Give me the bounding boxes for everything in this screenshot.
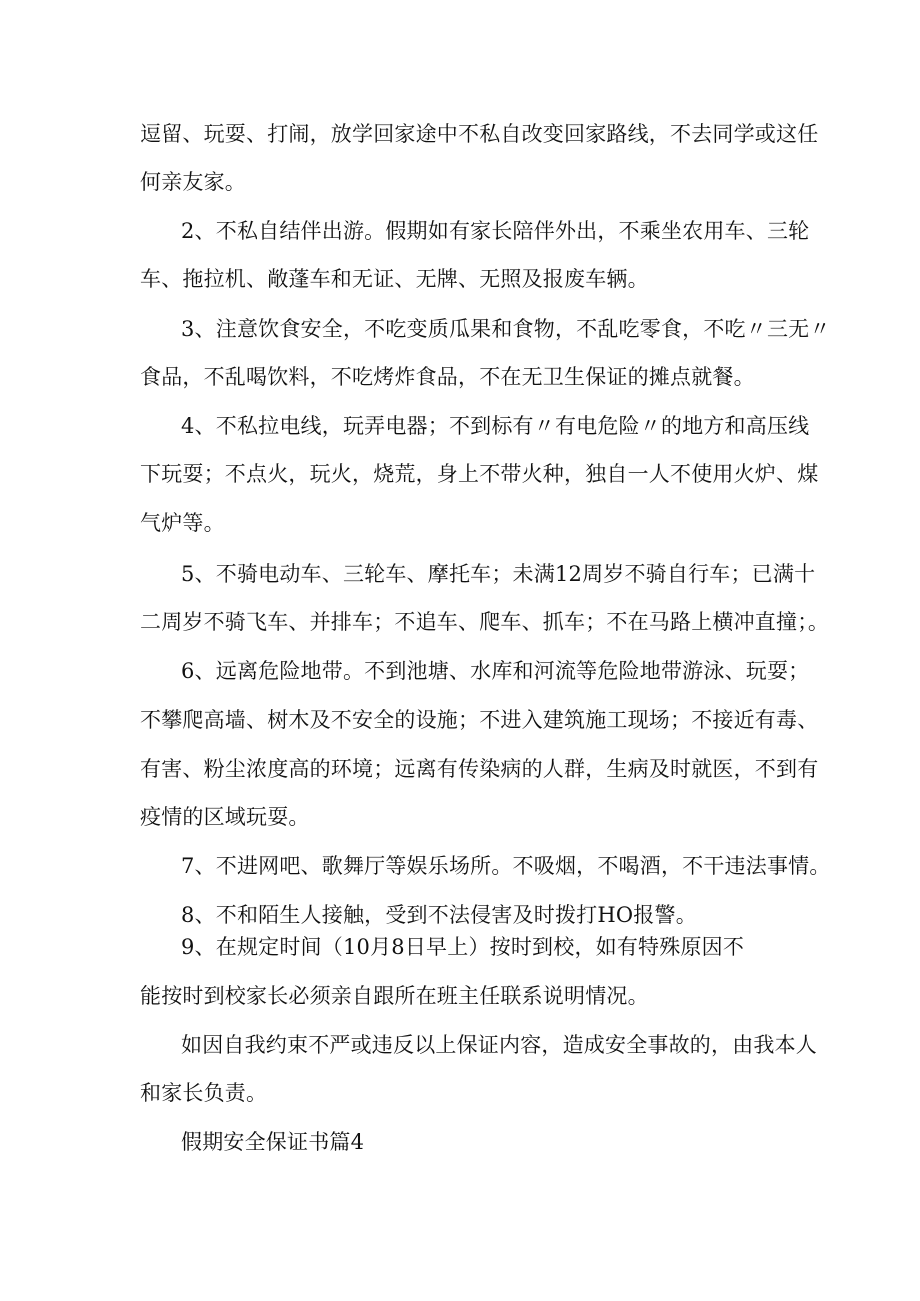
paragraph-7-line: 7、不进网吧、歌舞厅等娱乐场所。不吸烟，不喝酒，不干违法事情。 [181,854,831,878]
text-line: 下玩耍；不点火，玩火，烧荒，身上不带火种，独自一人不使用火炉、煤 [140,462,819,486]
paragraph-3-line: 3、注意饮食安全，不吃变质瓜果和食物，不乱吃零食，不吃〃三无〃 [181,317,831,341]
text-line: 疫情的区域玩耍。 [140,805,310,829]
text-line: 食品，不乱喝饮料，不吃烤炸食品，不在无卫生保证的摊点就餐。 [140,365,755,389]
paragraph-9-line: 9、在规定时间（10月8日早上）按时到校，如有特殊原因不 [181,935,745,959]
text-line: 气炉等。 [140,511,225,535]
paragraph-6-line: 6、远离危险地带。不到池塘、水库和河流等危险地带游泳、玩耍； [181,659,810,683]
text-line: 和家长负责。 [140,1081,268,1105]
text-line: 不攀爬高墙、树木及不安全的设施；不进入建筑施工现场；不接近有毒、 [140,708,819,732]
paragraph-2-line: 2、不私自结伴出游。假期如有家长陪伴外出，不乘坐农用车、三轮 [181,219,810,243]
text-line: 车、拖拉机、敞蓬车和无证、无牌、无照及报废车辆。 [140,267,649,291]
section-heading: 假期安全保证书篇4 [181,1130,365,1154]
paragraph-5-line: 5、不骑电动车、三轮车、摩托车；未满12周岁不骑自行车；已满十 [181,562,816,586]
text-line: 逗留、玩耍、打闹，放学回家途中不私自改变回家路线，不去同学或这任 [140,122,819,146]
closing-paragraph-line: 如因自我约束不严或违反以上保证内容，造成安全事故的，由我本人 [181,1033,817,1057]
text-line: 何亲友家。 [140,170,246,194]
text-line: 有害、粉尘浓度高的环境；远离有传染病的人群，生病及时就医，不到有 [140,757,819,781]
paragraph-8-line: 8、不和陌生人接触，受到不法侵害及时拨打HO报警。 [181,903,697,927]
paragraph-4-line: 4、不私拉电线，玩弄电器；不到标有〃有电危险〃的地方和高压线 [181,414,810,438]
text-line: 二周岁不骑飞车、并排车；不追车、爬车、抓车；不在马路上横冲直撞；。 [140,610,830,634]
text-line: 能按时到校家长必须亲自跟所在班主任联系说明情况。 [140,984,649,1008]
